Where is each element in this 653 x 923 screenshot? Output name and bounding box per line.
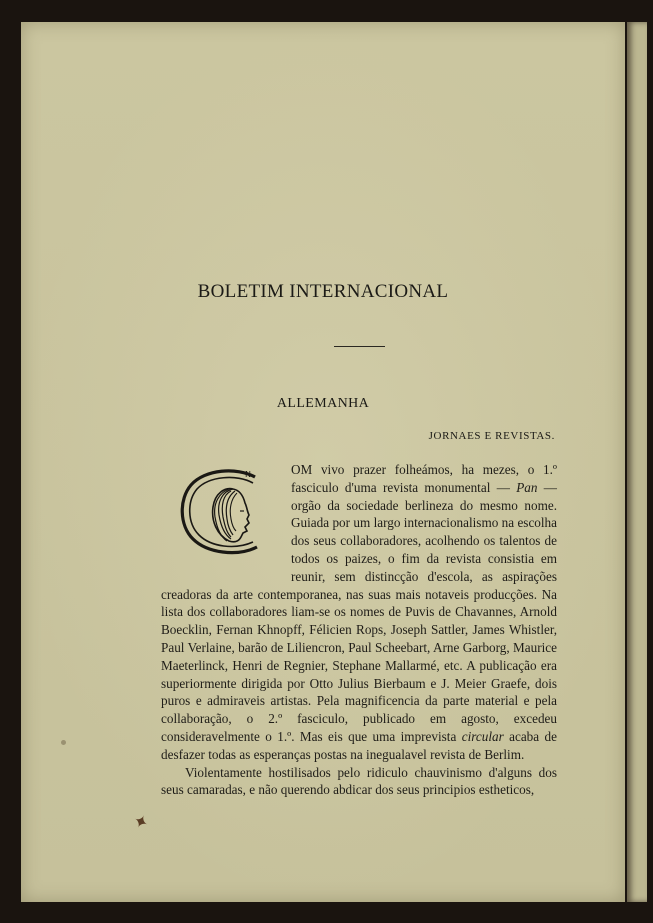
- emphasis-circular: circular: [461, 728, 504, 744]
- svg-text:N: N: [245, 470, 251, 479]
- facing-page-edge: [627, 22, 647, 902]
- paragraph-1-text-b: — orgão da sociedade berlineza do mesmo nome. Guiada por um largo internacionalismo na escolha dos seus collaboradores, acolhendo os talentos de todos os paizes, o fim da revista consistia em reunir, sem distincção d'escola, as aspirações creadoras da arte contemporanea, nas suas mais notaveis producções. Na lista dos collaboradores liam-se os nomes de Puvis de Chavannes, Arnold Boecklin, Fernan Khnopff, Félicien Rops, Joseph Sattler, James Whistler, Paul Verlaine, barão de Liliencron, Paul Scheebart, Arne Garborg, Maurice Maeterlinck, Henri de Regnier, Stephane Mallarmé, etc. A publicação era superiormente dirigida por Otto Julius Bierbaum e J. Meier Graefe, dois puros e admiraveis artistas. Pela magnificencia da parte material e pela collaboração, o 2.º fasciculo, publicado em agosto, excedeu consideravelmente o 1.º. Mas eis que uma imprevista: [161, 479, 557, 744]
- article-body: [161, 461, 557, 799]
- subsection-heading: JORNAES E REVISTAS.: [428, 430, 555, 442]
- initial-spacer: [161, 461, 291, 579]
- section-heading: ALLEMANHA: [276, 396, 370, 411]
- paper-stain: [61, 740, 66, 745]
- paragraph-1-text-a: OM vivo prazer folheámos, ha mezes, o 1.º fasciculo d'uma revista monumental —: [291, 462, 557, 495]
- paragraph-1: [161, 461, 557, 764]
- page-title: BOLETIM INTERNACIONAL: [197, 281, 449, 302]
- paragraph-2: Violentamente hostilisados pelo ridiculo chauvinismo d'alguns dos seus camaradas, e não querendo abdicar dos seus principios estheticos,: [161, 764, 557, 798]
- book-page: [21, 22, 625, 902]
- title-divider: [334, 346, 385, 347]
- paragraph-1-text-c: acaba de desfazer todas as esperanças postas na inegualavel revista de Berlim.: [161, 728, 557, 762]
- journal-name-pan: Pan: [516, 479, 538, 495]
- ink-smudge: ✦: [129, 809, 152, 835]
